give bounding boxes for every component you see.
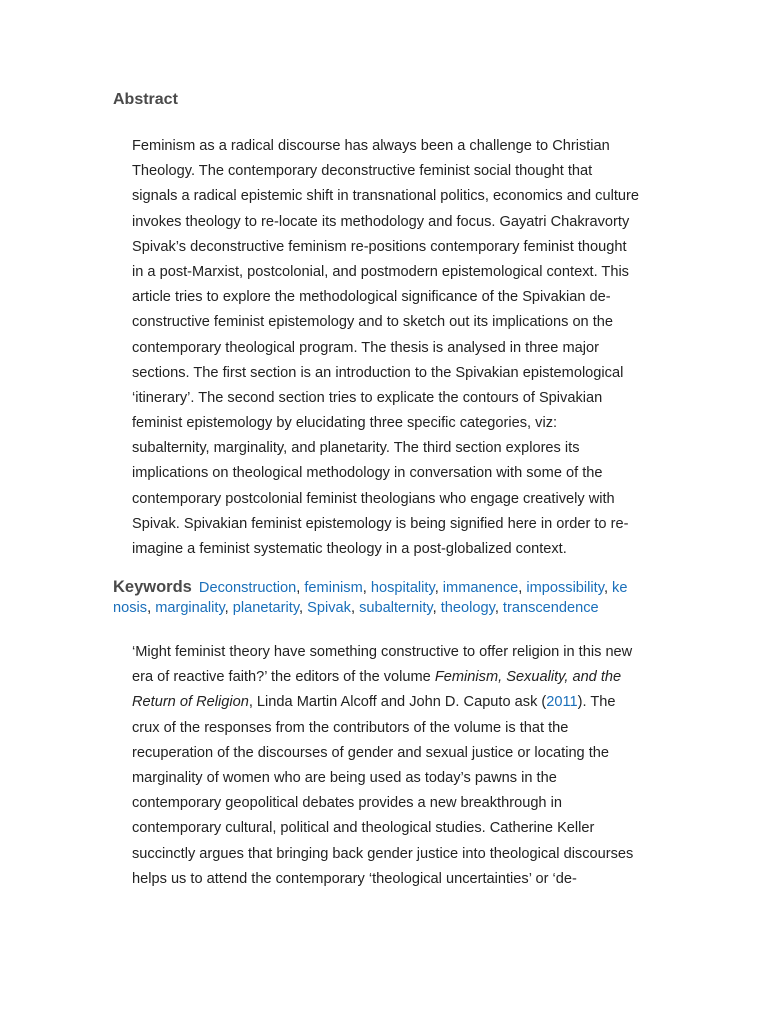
keyword-link[interactable]: immanence — [442, 580, 519, 596]
intro-text: , Linda Martin Alcoff and John D. Caputo ask ( — [248, 694, 547, 711]
abstract-line: feminist epistemology by elucidating three specific categories, viz: — [132, 415, 558, 432]
abstract-line: Feminism as a radical discourse has always been a challenge to Christian — [132, 138, 610, 154]
abstract-line: ‘itinerary’. The second section tries to explicate the contours of Spivakian — [132, 389, 603, 406]
intro-line: helps us to attend the contemporary ‘theological uncertainties’ or ‘de- — [132, 870, 577, 887]
intro-text: era of reactive faith?’ the editors of the volume — [132, 669, 435, 686]
intro-line — [132, 665, 662, 690]
abstract-line: signals a radical epistemic shift in transnational politics, economics and culture — [132, 188, 639, 205]
abstract-heading: Abstract — [113, 91, 178, 108]
abstract-line: subalternity, marginality, and planetarity. The third section explores its — [132, 440, 580, 457]
abstract-line: contemporary theological program. The thesis is analysed in three major — [132, 339, 599, 356]
intro-line: contemporary cultural, political and theological studies. Catherine Keller — [132, 820, 595, 837]
keywords-line: Keywords Deconstruction, feminism, hospitality, immanence, impossibility, ke — [113, 578, 628, 596]
keywords-block — [113, 577, 638, 618]
intro-line: ‘Might feminist theory have something constructive to offer religion in this new — [132, 644, 633, 660]
abstract-line: in a post-Marxist, postcolonial, and postmodern epistemological context. This — [132, 263, 629, 280]
book-title: Feminism, Sexuality, and the — [434, 669, 622, 686]
intro-text: ). The — [577, 694, 616, 711]
intro-line: contemporary geopolitical debates provides a new breakthrough in — [132, 795, 562, 812]
abstract-line: Theology. The contemporary deconstructive feminist social thought that — [132, 163, 593, 180]
intro-line: recuperation of the discourses of gender and sexual justice or locating the — [132, 744, 610, 761]
keywords-label: Keywords — [113, 578, 192, 596]
keyword-link[interactable]: feminism — [304, 580, 363, 596]
intro-line: marginality of women who are being used as today’s pawns in the — [132, 769, 557, 786]
intro-line: crux of the responses from the contributors of the volume is that the — [132, 719, 569, 736]
book-title: Return of Religion — [132, 694, 249, 711]
citation-link[interactable]: 2011 — [546, 694, 578, 711]
keyword-link[interactable]: transcendence — [502, 600, 599, 616]
abstract-line: imagine a feminist systematic theology in a post-globalized context. — [132, 541, 567, 557]
abstract-line: Spivak’s deconstructive feminism re-positions contemporary feminist thought — [132, 238, 627, 255]
abstract-line: invokes theology to re-locate its methodology and focus. Gayatri Chakravorty — [132, 213, 630, 230]
abstract-line: sections. The first section is an introduction to the Spivakian epistemological — [132, 364, 624, 381]
keyword-link[interactable]: Deconstruction — [198, 580, 297, 596]
keyword-link[interactable]: hospitality — [370, 580, 435, 596]
abstract-text — [132, 134, 662, 562]
intro-paragraph — [132, 640, 662, 892]
keyword-link[interactable]: Spivak — [307, 600, 351, 616]
keyword-link[interactable]: theology — [440, 600, 495, 616]
intro-line: succinctly argues that bringing back gender justice into theological discourses — [132, 845, 634, 862]
keyword-link[interactable]: subalternity — [359, 600, 433, 616]
intro-line — [132, 690, 662, 715]
abstract-line: article tries to explore the methodological significance of the Spivakian de- — [132, 289, 611, 306]
keyword-link[interactable]: impossibility — [526, 580, 604, 596]
keyword-link[interactable]: planetarity — [232, 600, 300, 616]
abstract-line: implications on theological methodology in conversation with some of the — [132, 465, 603, 482]
abstract-line: Spivak. Spivakian feminist epistemology is being signified here in order to re- — [132, 515, 629, 532]
keyword-link[interactable]: nosis — [113, 600, 148, 616]
keyword-link[interactable]: marginality — [155, 600, 225, 616]
abstract-line: constructive feminist epistemology and to sketch out its implications on the — [132, 314, 614, 331]
abstract-line: contemporary postcolonial feminist theologians who engage creatively with — [132, 490, 615, 507]
keywords-line: nosis, marginality, planetarity, Spivak, subalternity, theology, transcendence — [113, 600, 599, 616]
keyword-link[interactable]: ke — [612, 580, 628, 596]
